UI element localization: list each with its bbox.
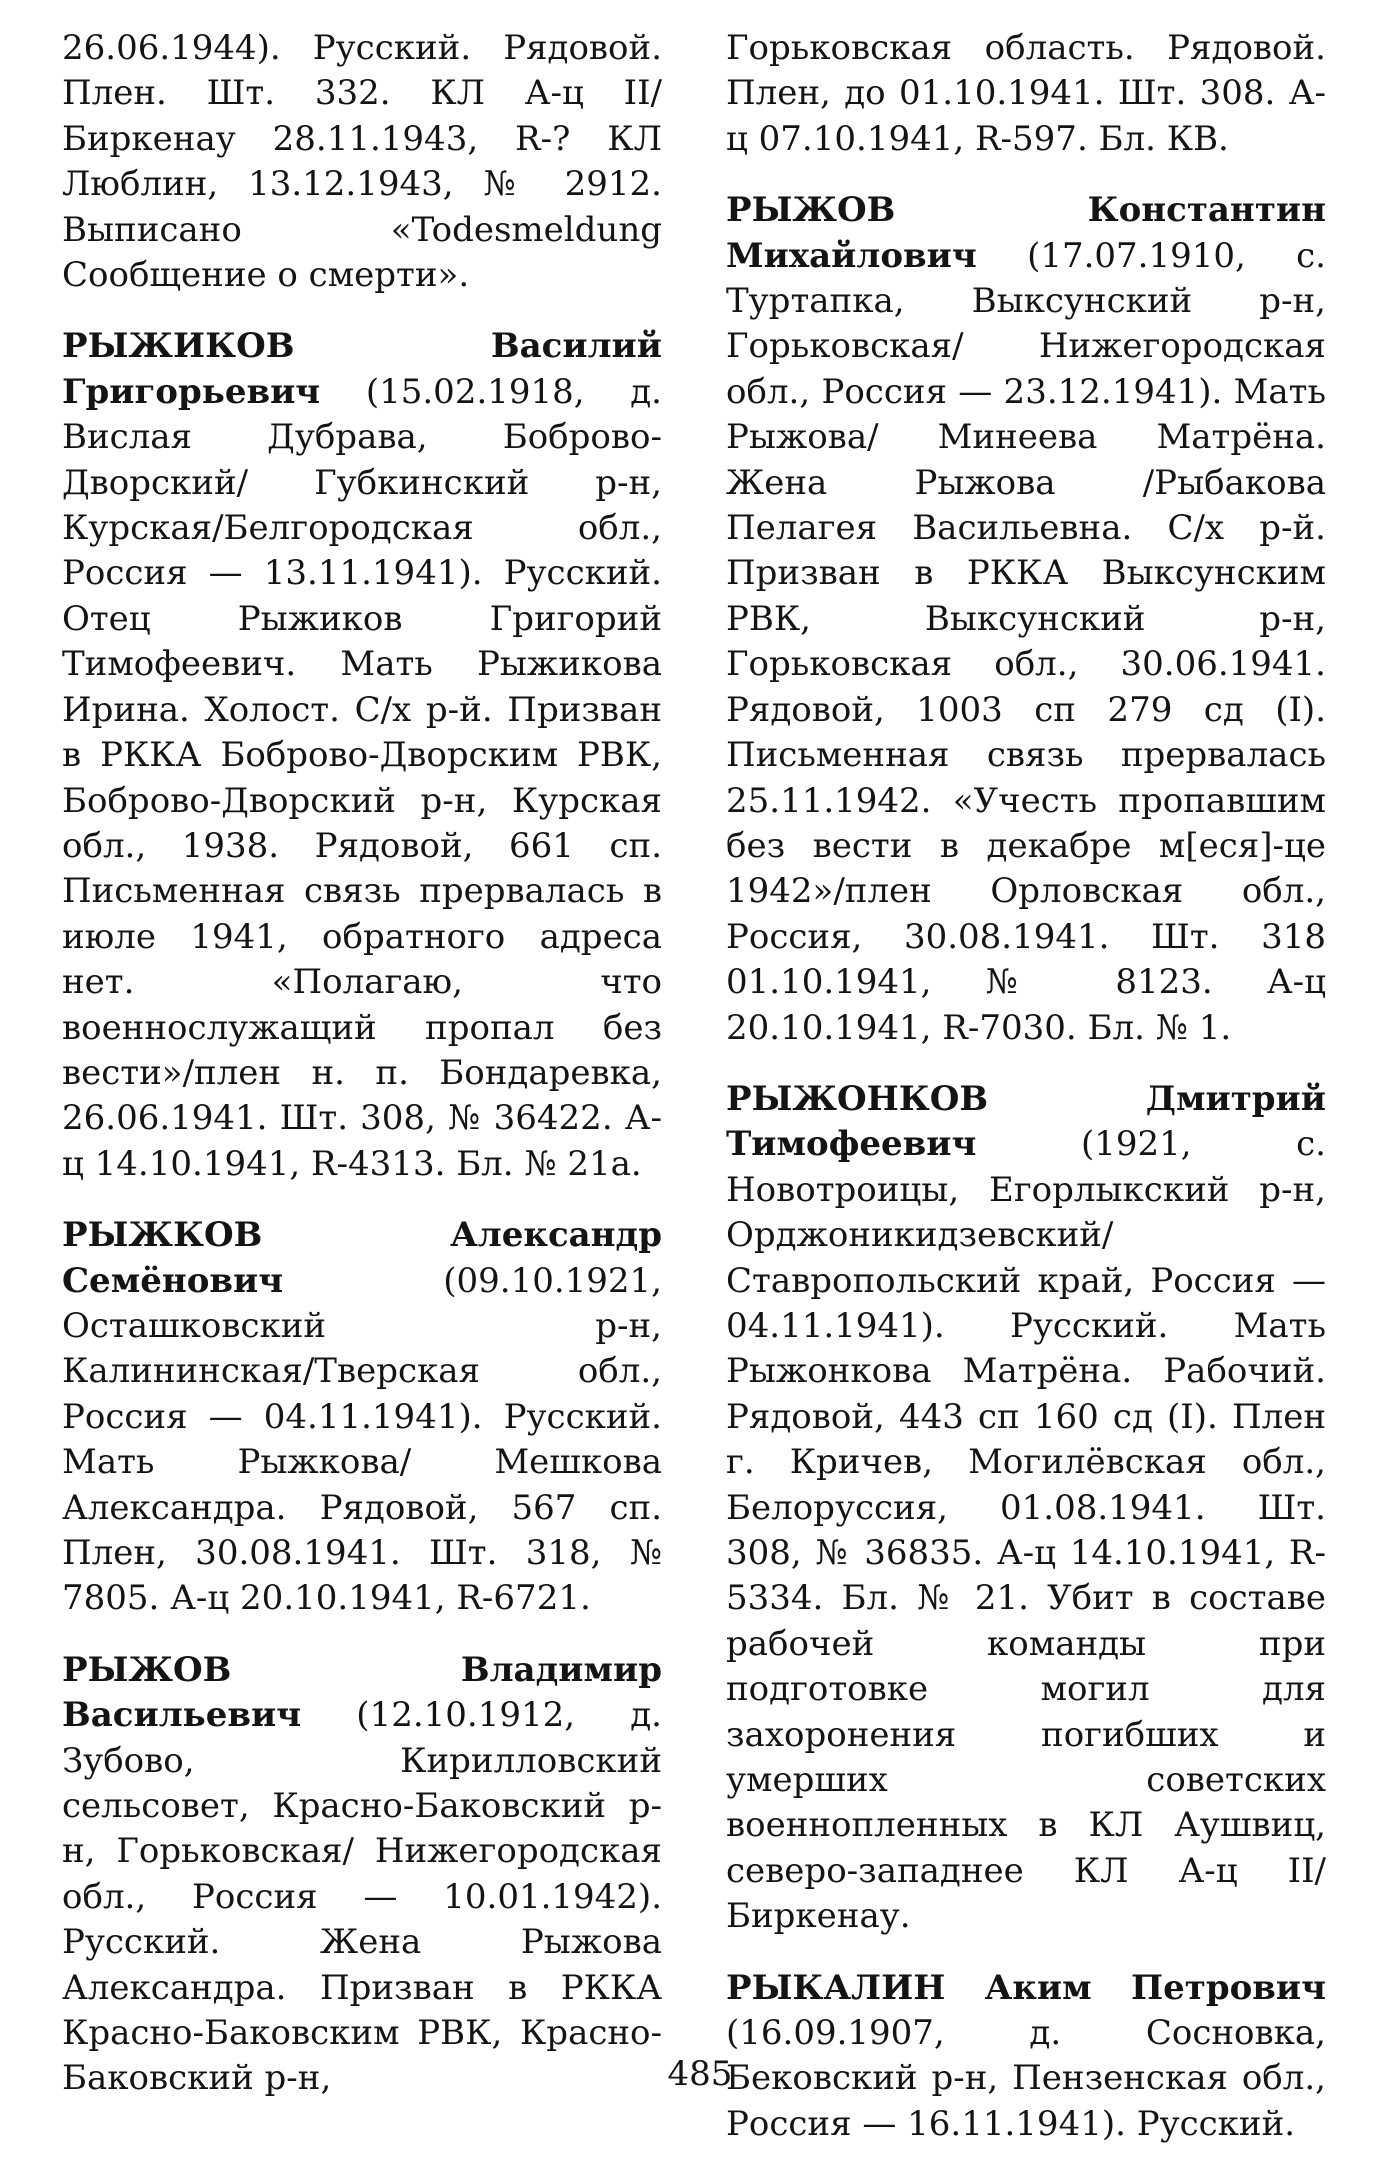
entry-text: (09.10.1921, Осташковский р-н, Калининская/Тверская обл., Россия — 04.11.1941). Русский. Мать Рыжкова/ Мешкова Александра. Рядовой, 567 сп. Плен, 30.08.1941. Шт. 318, № 7805. А-ц 20.10.1941, R-6721. — [62, 1260, 662, 1619]
entry-ryzhov-konstantin — [726, 188, 1326, 1051]
entry-ryzhikov-vasily — [62, 324, 662, 1187]
entry-ryzhov-vladimir — [62, 1648, 662, 2102]
entry-name: РЫЖОНКОВ Дмитрий Тимофеевич — [726, 1078, 1326, 1165]
entry-ryzhonkov-dmitry — [726, 1077, 1326, 1940]
entry-text: Горьковская область. Рядовой. Плен, до 01.10.1941. Шт. 308. А-ц 07.10.1941, R-597. Бл. КВ. — [726, 28, 1326, 159]
entry-text: (1921, с. Новотроицы, Егорлыкский р-н, Орджоникидзевский/Ставропольский край, Россия — 04.11.1941). Русский. Мать Рыжонкова Матрёна. Рабочий. Рядовой, 443 сп 160 сд (I). Плен г. Кричев, Могилёвская обл., Белоруссия, 01.08.1941. Шт. 308, № 36835. А-ц 14.10.1941, R-5334. Бл. № 21. Убит в составе рабочей команды при подготовке могил для захоронения погибших и умерших советских военнопленных в КЛ Аушвиц, северо-западнее КЛ А-ц II/Биркенау. — [726, 1124, 1326, 1937]
left-column — [62, 26, 662, 2128]
entry-text: (16.09.1907, д. Сосновка, Бековский р-н, Пензенская обл., Россия — 16.11.1941). Русский. — [726, 2013, 1326, 2144]
entry-text: (15.02.1918, д. Вислая Дубрава, Боброво-Дворский/ Губкинский р-н, Курская/Белгородская обл., Россия — 13.11.1941). Русский. Отец Рыжиков Григорий Тимофеевич. Мать Рыжикова Ирина. Холост. С/х р-й. Призван в РККА Боброво-Дворским РВК, Боброво-Дворский р-н, Курская обл., 1938. Рядовой, 661 сп. Письменная связь прервалась в июле 1941, обратного адреса нет. «Полагаю, что военнослужащий пропал без вести»/плен н. п. Бондаревка, 26.06.1941. Шт. 308, № 36422. А-ц 14.10.1941, R-4313. Бл. № 21а. — [62, 371, 662, 1184]
entry-name: РЫКАЛИН Аким Петрович — [726, 1967, 1326, 2008]
entry-name: РЫЖКОВ Александр Семёнович — [62, 1215, 662, 1301]
right-column — [726, 26, 1326, 2173]
entry-text: (12.10.1912, д. Зубово, Кирилловский сельсовет, Красно-Баковский р-н, Горьковская/ Нижегородская обл., Россия — 10.01.1942). Русский. Жена Рыжова Александра. Призван в РККА Красно-Баковским РВК, Красно-Баковский р-н, — [62, 1695, 662, 2099]
entry-continuation — [726, 26, 1326, 162]
entry-text: 26.06.1944). Русский. Рядовой. Плен. Шт. 332. КЛ А-ц II/Биркенау 28.11.1943, R-? КЛ Люблин, 13.12.1943, № 2912. Выписано «Todesmeldung Сообщение о смерти». — [62, 28, 662, 296]
entry-text: (17.07.1910, с. Туртапка, Выксунский р-н, Горьковская/ Нижегородская обл., Россия — 23.12.1941). Мать Рыжова/ Минеева Матрёна. Жена Рыжова /Рыбакова Пелагея Васильевна. С/х р-й. Призван в РККА Выксунским РВК, Выксунский р-н, Горьковская обл., 30.06.1941. Рядовой, 1003 сп 279 сд (I). Письменная связь прервалась 25.11.1942. «Учесть пропавшим без вести в декабре м[еся]-це 1942»/плен Орловская обл., Россия, 30.08.1941. Шт. 318 01.10.1941, № 8123. А-ц 20.10.1941, R-7030. Бл. № 1. — [726, 235, 1326, 1048]
entry-ryzhkov-alexandr — [62, 1213, 662, 1622]
entry-name: РЫЖИКОВ Василий Григорьевич — [62, 326, 662, 412]
entry-name: РЫЖОВ Владимир Васильевич — [62, 1649, 662, 1736]
page-number: 485 — [667, 2054, 733, 2094]
entry-continuation — [62, 26, 662, 298]
entry-name: РЫЖОВ Константин Михайлович — [726, 190, 1326, 276]
